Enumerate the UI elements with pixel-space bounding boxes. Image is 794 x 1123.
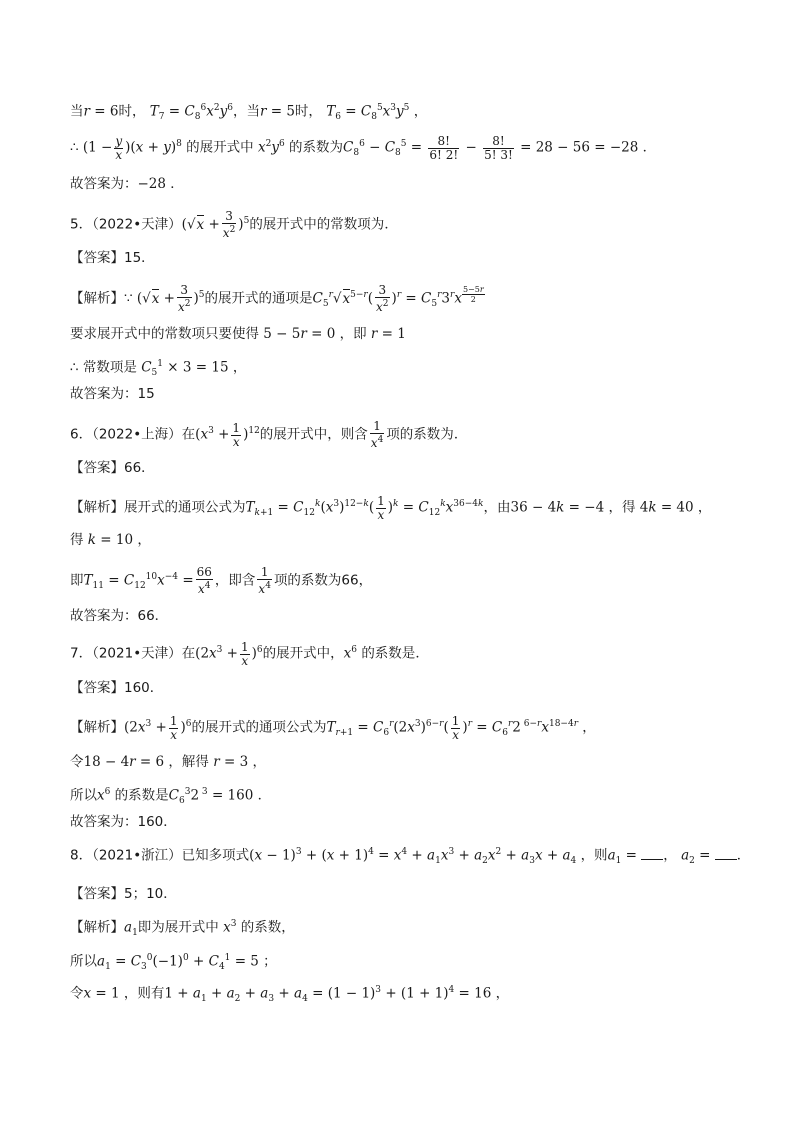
answer-5: 【答案】15． — [70, 250, 155, 266]
question-8: 8．（2021•浙江）已知多项式$(x - 1)^3 + (x + 1)^4 = x^4 + a_1x^3 + a_2x^2 + a_3x + a_4$ ，则$a_1$ = ， $a_2$ = ． — [70, 847, 751, 867]
line-answer-28: 故答案为：−28 ． — [70, 176, 184, 192]
answer-7: 【答案】160． — [70, 680, 164, 696]
line-case-r6: 当r = 6时， $T_7 = C_8^6x^2y^6$，当r = 5时， $T_6 = C_8^5x^3y^5$ ， — [70, 103, 428, 123]
line-x1: 令x = 1 ，则有$1 + a_1 + a_2 + a_3 + a_4 = (1 - 1)^3 + (1 + 1)^4 = 16$ ， — [70, 985, 510, 1005]
line-a1-5: 所以$a_1 = C_3^0(-1)^0 + C_4^1 = 5$ ； — [70, 953, 277, 973]
analysis-7: 【解析】($2x^3$ + $\frac{1}{x}$ )$^6$的展开式的通项公式为$T_{r+1} = C_6^r(2x^3)^{6-r}$( $\frac{1}{x}$ )$^r = C_6^r2$ $^{6-r}x^{18-4r}$ ， — [70, 713, 596, 742]
answer-6: 【答案】66． — [70, 460, 155, 476]
line-answer-66: 故答案为：66． — [70, 608, 169, 624]
line-coefficient: ∴ (1 − $\frac{y}{x}$ )$(x + y)^8$ 的展开式中 $x^2y^6$ 的系数为$C_8^6 - C_8^5$ = $\frac{8!}{6! 2!}$ − $\frac{8!}{5! 3!}$ = 28 − 56 = −28 ． — [70, 133, 657, 162]
line-coef-160: 所以$x^6$ 的系数是$C_6^32$ $^3$ = 160 ． — [70, 787, 272, 807]
line-answer-160: 故答案为：160． — [70, 814, 177, 830]
line-answer-15: 故答案为：15 — [70, 386, 155, 402]
answer-8: 【答案】5；10． — [70, 886, 177, 902]
line-t11: 即$T_{11} = C_{12}^{10}x^{-4}$ = $\frac{66}{x^4}$ ，即含 $\frac{1}{x^4}$ 项的系数为66， — [70, 565, 373, 596]
line-solve-r3: 令18 − 4r = 6 ，解得 r = 3 ， — [70, 754, 266, 770]
question-7: 7．（2021•天津）在($2x^3$ + $\frac{1}{x}$ )$^6$的展开式中，$x^6$ 的系数是． — [70, 639, 429, 668]
line-constant: ∴ 常数项是 $C_5^1 \times 3 = 15$ ， — [70, 359, 247, 379]
question-5: 5．（2022•天津）(√x + $\frac{3}{x^2}$ )$^5$的展开式中的常数项为． — [70, 209, 398, 240]
question-6: 6．（2022•上海）在($x^3$ + $\frac{1}{x}$ )$^{12}$的展开式中，则含 $\frac{1}{x^4}$ 项的系数为． — [70, 419, 468, 450]
analysis-6: 【解析】展开式的通项公式为$T_{k+1} = C_{12}^k(x^3)^{12-k}$( $\frac{1}{x}$ )$^k = C_{12}^kx^{36-4k}$，由36 − 4k = −4 ，得 4k = 40 ， — [70, 493, 712, 522]
analysis-8: 【解析】$a_1$即为展开式中 $x^3$ 的系数， — [70, 919, 295, 939]
analysis-5: 【解析】∵ (√x + $\frac{3}{x^2}$ )$^5$的展开式的通项是$C_5^r√x^{5-r}$( $\frac{3}{x^2}$ )$^r = C_5^r3^rx$ $^{\frac{5-5r}{2}}$ — [70, 283, 484, 314]
line-k10: 得 k = 10 ， — [70, 532, 151, 548]
line-require: 要求展开式中的常数项只要使得 5 − 5r = 0 ，即 r = 1 — [70, 326, 406, 342]
